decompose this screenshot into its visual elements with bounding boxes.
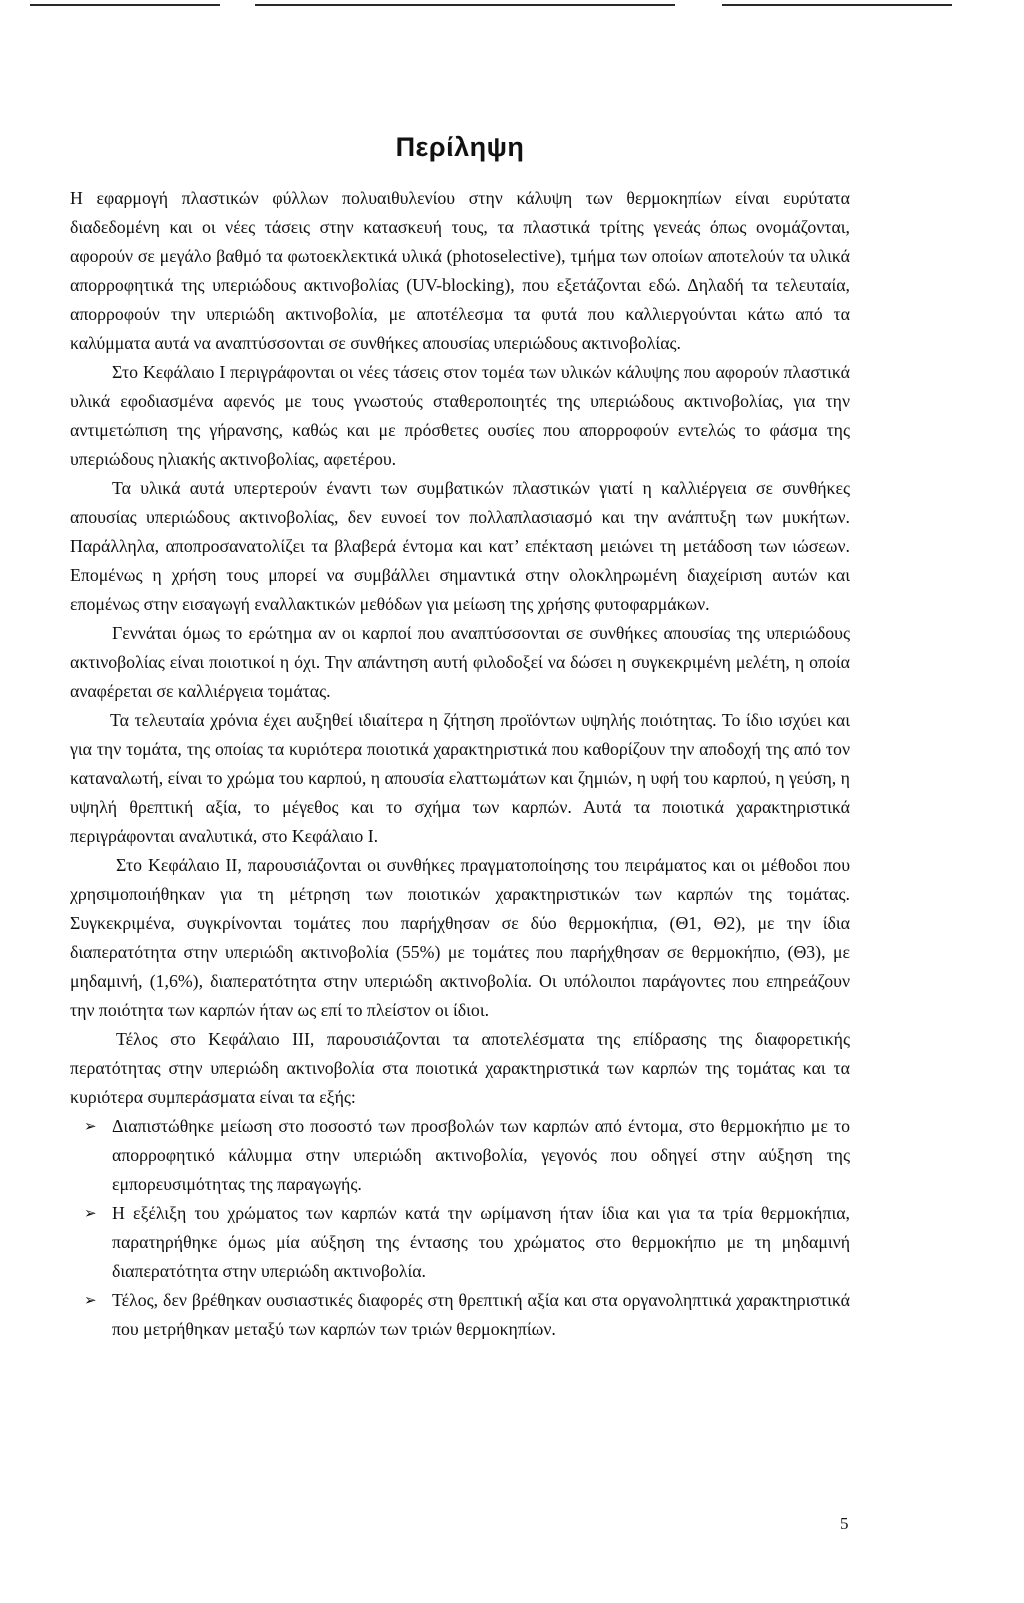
arrow-bullet-icon: ➢: [84, 1117, 97, 1135]
finding-text: Διαπιστώθηκε μείωση στο ποσοστό των προσβολών των καρπών από έντομα, στο θερμοκήπιο με το απορροφητικό κάλυμμα στην υπεριώδη ακτινοβολία, γεγονός που οδηγεί στην αύξηση της εμπορευσιμότητας της παραγωγής.: [112, 1116, 850, 1194]
arrow-bullet-icon: ➢: [84, 1291, 97, 1309]
paragraph-chapter-1: Στο Κεφάλαιο Ι περιγράφονται οι νέες τάσεις στον τομέα των υλικών κάλυψης που αφορούν πλαστικά υλικά εφοδιασμένα αφενός με τους γνωστούς σταθεροποιητές της υπεριώδους ακτινοβολίας, για την αντιμετώπιση της γήρανσης, καθώς και με πρόσθετες ουσίες που απορροφούν εντελώς το φάσμα της υπεριώδους ηλιακής ακτινοβολίας, αφετέρου.: [70, 362, 850, 469]
paragraph-quality: Τα τελευταία χρόνια έχει αυξηθεί ιδιαίτερα η ζήτηση προϊόντων υψηλής ποιότητας. Το ίδιο ισχύει και για την τομάτα, της οποίας τα κυριότερα ποιοτικά χαρακτηριστικά που καθορίζουν την αποδοχή της από τον καταναλωτή, είναι το χρώμα του καρπού, η απουσία ελαττωμάτων και ζημιών, η υφή του καρπού, η γεύση, η υψηλή θρεπτική αξία, το μέγεθος και το σχήμα των καρπών. Αυτά τα ποιοτικά χαρακτηριστικά περιγράφονται αναλυτικά, στο Κεφάλαιο Ι.: [70, 710, 850, 846]
paragraph-benefits: Τα υλικά αυτά υπερτερούν έναντι των συμβατικών πλαστικών γιατί η καλλιέργεια σε συνθήκες απουσίας υπεριώδους ακτινοβολίας, δεν ευνοεί τον πολλαπλασιασμό και την ανάπτυξη των μυκήτων. Παράλληλα, αποπροσανατολίζει τα βλαβερά έντομα και κατ’ επέκταση μειώνει τη μετάδοση των ιώσεων. Επομένως η χρήση τους μπορεί να συμβάλλει σημαντικά στην ολοκληρωμένη διαχείριση αυτών και επομένως στην εισαγωγή εναλλακτικών μεθόδων για μείωση της χρήσης φυτοφαρμάκων.: [70, 478, 850, 614]
list-item: [70, 1199, 850, 1286]
finding-text: Τέλος, δεν βρέθηκαν ουσιαστικές διαφορές στη θρεπτική αξία και στα οργανοληπτικά χαρακτηριστικά που μετρήθηκαν μεταξύ των καρπών των τριών θερμοκηπίων.: [112, 1290, 850, 1339]
list-item: [70, 1112, 850, 1199]
page-number: 5: [840, 1514, 849, 1533]
arrow-bullet-icon: ➢: [84, 1204, 97, 1222]
paragraph-question: Γεννάται όμως το ερώτημα αν οι καρποί που αναπτύσσονται σε συνθήκες απουσίας της υπεριώδους ακτινοβολίας είναι ποιοτικοί η όχι. Την απάντηση αυτή φιλοδοξεί να δώσει η συγκεκριμένη μελέτη, η οποία αναφέρεται σε καλλιέργεια τομάτας.: [70, 623, 850, 701]
list-item: [70, 1286, 850, 1344]
scan-edge-line: [255, 4, 675, 6]
abstract-body: [70, 184, 850, 1344]
paragraph-chapter-3: Τέλος στο Κεφάλαιο ΙΙΙ, παρουσιάζονται τα αποτελέσματα της επίδρασης της διαφορετικής περατότητας στην υπεριώδη ακτινοβολία στα ποιοτικά χαρακτηριστικά των καρπών της τομάτας και τα κυριότερα συμπεράσματα είναι τα εξής:: [70, 1029, 850, 1107]
findings-list: [70, 1112, 850, 1344]
paragraph-chapter-2: Στο Κεφάλαιο ΙΙ, παρουσιάζονται οι συνθήκες πραγματοποίησης του πειράματος και οι μέθοδοι που χρησιμοποιήθηκαν για τη μέτρηση των ποιοτικών χαρακτηριστικών των καρπών της τομάτας. Συγκεκριμένα, συγκρίνονται τομάτες που παρήχθησαν σε δύο θερμοκήπια, (Θ1, Θ2), με την ίδια διαπερατότητα στην υπεριώδη ακτινοβολία (55%) με τομάτες που παρήχθησαν σε θερμοκήπιο, (Θ3), με μηδαμινή, (1,6%), διαπερατότητα στην υπεριώδη ακτινοβολία. Οι υπόλοιποι παράγοντες που επηρεάζουν την ποιότητα των καρπών ήταν ως επί το πλείστον οι ίδιοι.: [70, 855, 850, 1020]
paragraph-intro: Η εφαρμογή πλαστικών φύλλων πολυαιθυλενίου στην κάλυψη των θερμοκηπίων είναι ευρύτατα διαδεδομένη και οι νέες τάσεις στην κατασκευή τους, τα πλαστικά τρίτης γενεάς όπως ονομάζονται, αφορούν σε μεγάλο βαθμό τα φωτοεκλεκτικά υλικά (photoselective), τμήμα των οποίων αποτελούν τα υλικά απορροφητικά της υπεριώδους ακτινοβολίας (UV-blocking), που εξετάζονται εδώ. Δηλαδή τα τελευταία, απορροφούν την υπεριώδη ακτινοβολία, με αποτέλεσμα τα φυτά που καλλιεργούνται κάτω από τα καλύμματα αυτά να αναπτύσσονται σε συνθήκες απουσίας υπεριώδους ακτινοβολίας.: [70, 188, 850, 353]
scan-edge-line: [30, 4, 220, 6]
scan-edge-line: [722, 4, 952, 6]
page-title: Περίληψη: [395, 132, 525, 162]
finding-text: Η εξέλιξη του χρώματος των καρπών κατά την ωρίμανση ήταν ίδια και για τα τρία θερμοκήπια, παρατηρήθηκε όμως μία αύξηση της έντασης του χρώματος στο θερμοκήπιο με τη μηδαμινή διαπερατότητα στην υπεριώδη ακτινοβολία.: [112, 1203, 850, 1281]
